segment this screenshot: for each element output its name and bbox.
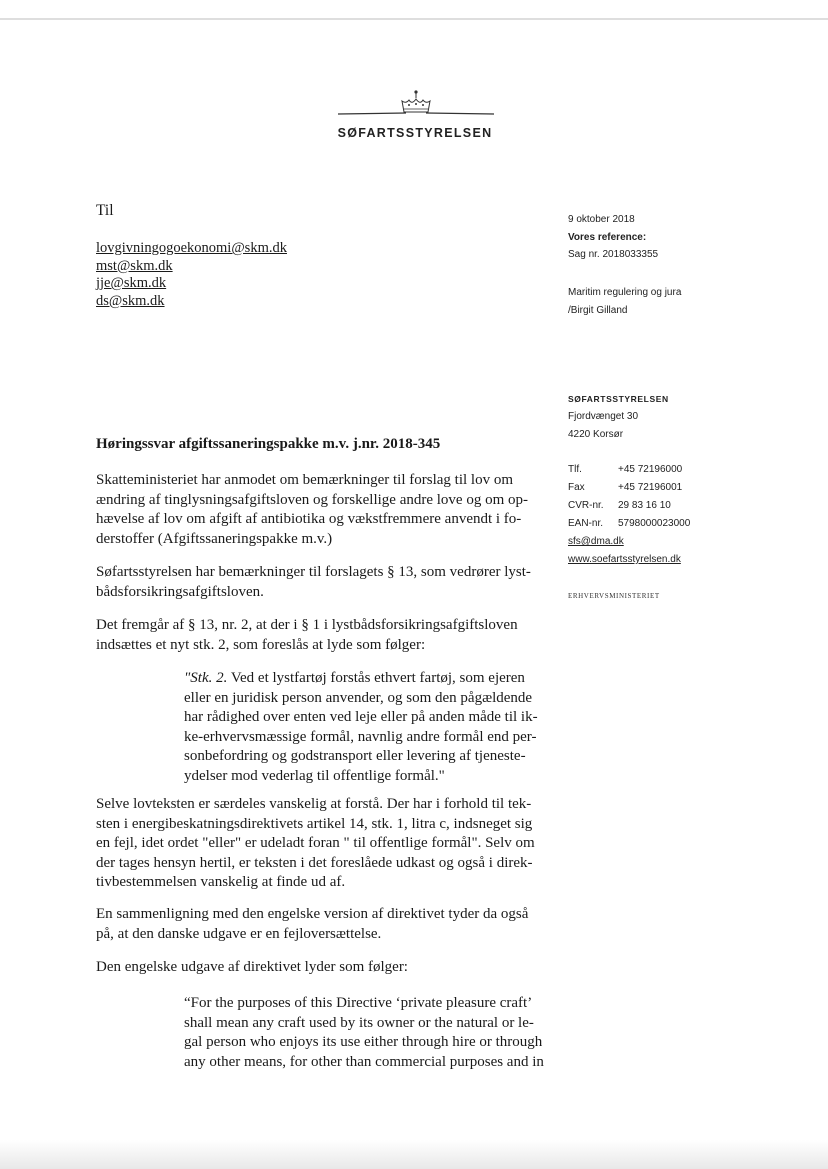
text-line: en fejl, idet ordet "eller" er udeladt foran " til offentlige formål". Selv om [96, 835, 535, 852]
text-line: ydelser mod vederlag til offentlige formål." [184, 767, 445, 784]
text-line: sonbefordring og godstransport eller levering af tjeneste- [184, 748, 526, 765]
quote-danish [184, 669, 550, 787]
sender-address [568, 390, 669, 444]
contact-label: EAN-nr. [568, 518, 604, 529]
contact-row [568, 461, 690, 479]
letter-date: 9 oktober 2018 [568, 214, 635, 225]
text-line: der tages hensyn hertil, er teksten i det foreslåede udkast og også i direk- [96, 854, 533, 871]
paragraph-3 [96, 616, 551, 655]
sender-contacts [568, 461, 690, 569]
scan-edge-top [0, 18, 828, 20]
logo [330, 86, 500, 146]
scan-edge-bottom [0, 1140, 828, 1169]
crown-icon [330, 86, 500, 126]
text-line: indsættes et nyt stk. 2, som foreslås at lyde som følger: [96, 636, 426, 653]
contact-row [568, 479, 690, 497]
sender-city: 4220 Korsør [568, 429, 624, 440]
ministry-label: ERHVERVSMINISTERIET [568, 592, 660, 600]
logo-wordmark: SØFARTSSTYRELSEN [337, 126, 493, 140]
sender-street: Fjordvænget 30 [568, 411, 639, 422]
text-line: tivbestemmelsen vanskelig at finde ud af. [96, 874, 346, 891]
contact-label: Fax [568, 482, 585, 493]
quote-first-line: Ved et lystfartøj forstås ethvert fartøj, som ejeren [227, 670, 525, 686]
paragraph-1 [96, 471, 551, 549]
paragraph-5 [96, 905, 551, 944]
quote-stk-prefix: "Stk. 2. [184, 670, 228, 686]
reference-label: Vores reference: [568, 231, 647, 243]
recipient-email-link[interactable]: lovgivningogoekonomi@skm.dk [96, 240, 287, 256]
recipient-emails [96, 240, 287, 310]
author: /Birgit Gilland [568, 304, 628, 316]
text-line: har rådighed over enten ved leje eller på anden måde til ik- [184, 709, 538, 726]
sender-org: SØFARTSSTYRELSEN [568, 394, 669, 404]
text-line: shall mean any craft used by its owner or the natural or le- [184, 1014, 534, 1031]
text-line: gal person who enjoys its use either through hire or through [184, 1034, 543, 1051]
sender-website-link[interactable]: www.soefartsstyrelsen.dk [568, 554, 681, 565]
paragraph-6: Den engelske udgave af direktivet lyder som følger: [96, 959, 408, 975]
text-line: Det fremgår af § 13, nr. 2, at der i § 1 i lystbådsforsikringsafgiftsloven [96, 617, 518, 633]
letter-meta [568, 211, 658, 264]
text-line: sten i energibeskatningsdirektivets artikel 14, stk. 1, litra c, indsneget sig [96, 815, 533, 832]
text-line: Skatteministeriet har anmodet om bemærkninger til forslag til lov om [96, 472, 514, 488]
case-number: Sag nr. 2018033355 [568, 249, 659, 260]
recipient-email-link[interactable]: ds@skm.dk [96, 292, 165, 309]
text-line: ændring af tinglysningsafgiftsloven og forskellige andre love og om op- [96, 491, 529, 508]
text-line: derstoffer (Afgiftssaneringspakke m.v.) [96, 530, 333, 547]
contact-value: 5798000023000 [618, 518, 691, 529]
sender-email-link[interactable]: sfs@dma.dk [568, 536, 624, 547]
recipient-email-link[interactable]: mst@skm.dk [96, 257, 173, 274]
text-line: En sammenligning med den engelske version af direktivet tyder da også [96, 906, 529, 922]
contact-value: +45 72196001 [618, 482, 683, 493]
text-line: “For the purposes of this Directive ‘private pleasure craft’ [184, 995, 533, 1011]
contact-label: Tlf. [568, 464, 582, 475]
text-line: any other means, for other than commercial purposes and in [184, 1053, 544, 1070]
text-line: bådsforsikringsafgiftsloven. [96, 583, 264, 600]
contact-label: CVR-nr. [568, 500, 604, 511]
contact-row [568, 497, 690, 515]
text-line: Søfartsstyrelsen har bemærkninger til forslagets § 13, som vedrører lyst- [96, 564, 531, 580]
letter-heading: Høringssvar afgiftssaneringspakke m.v. j.nr. 2018-345 [96, 436, 441, 452]
text-line: Selve lovteksten er særdeles vanskelig at forstå. Der har i forhold til tek- [96, 796, 532, 812]
contact-row [568, 515, 690, 533]
recipient-email-link[interactable]: jje@skm.dk [96, 275, 167, 291]
contact-value: +45 72196000 [618, 464, 683, 475]
paragraph-4 [96, 795, 551, 893]
text-line: ke-erhvervsmæssige formål, navnlig andre formål end per- [184, 728, 537, 745]
contact-value: 29 83 16 10 [618, 500, 671, 511]
paragraph-2 [96, 563, 551, 602]
text-line: hævelse af lov om afgift af antibiotika og vækstfremmere anvendt i fo- [96, 511, 522, 528]
quote-english [184, 994, 550, 1072]
text-line: eller en juridisk person anvender, og som den pågældende [184, 689, 533, 706]
recipient-label: Til [96, 202, 114, 219]
department: Maritim regulering og jura [568, 287, 682, 298]
department-block [568, 284, 681, 319]
text-line [184, 669, 550, 689]
text-line: på, at den danske udgave er en fejloversættelse. [96, 925, 382, 942]
